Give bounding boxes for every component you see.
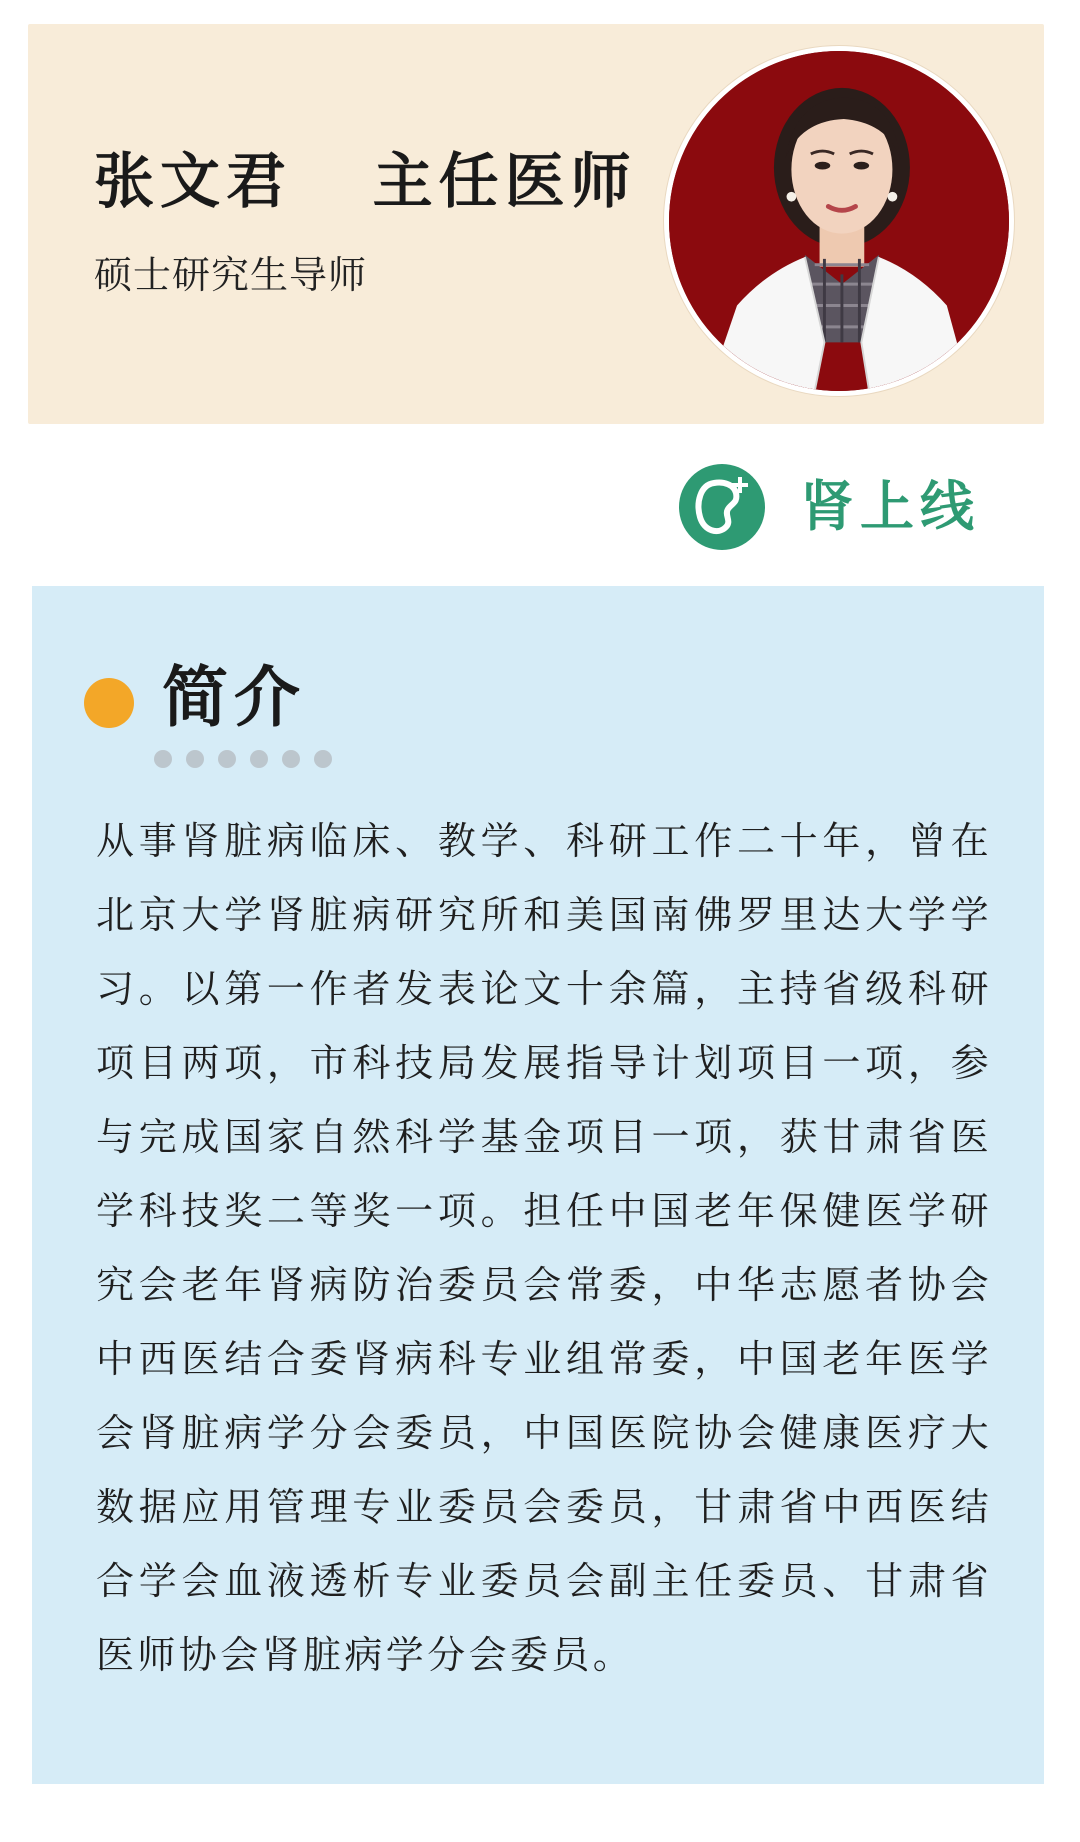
brand-name: 肾上线 [800, 475, 980, 538]
dot-icon [218, 750, 236, 768]
bio-paragraph: 从事肾脏病临床、教学、科研工作二十年，曾在北京大学肾脏病研究所和美国南佛罗里达大学学习。以第一作者发表论文十余篇，主持省级科研项目两项，市科技局发展指导计划项目一项，参与完成国家自然科学基金项目一项，获甘肃省医学科技奖二等奖一项。担任中国老年保健医学研究会老年肾病防治委员会常委，中华志愿者协会中西医结合委肾病科专业组常委，中国老年医学会肾脏病学分会委员，中国医院协会健康医疗大数据应用管理专业委员会委员，甘肃省中西医结合学会血液透析专业委员会副主任委员、甘肃省医师协会肾脏病学分会委员。 [96, 819, 992, 1677]
section-heading: 简介 [162, 658, 306, 736]
kidney-plus-logo-icon [678, 463, 766, 551]
profile-header [28, 24, 1044, 424]
section-bullet-icon [84, 678, 134, 728]
dot-icon [250, 750, 268, 768]
dot-icon [314, 750, 332, 768]
doctor-name-title: 张文君 主任医师 [94, 147, 637, 217]
intro-section [32, 586, 1044, 1784]
portrait-illustration [669, 51, 1009, 391]
dot-icon [154, 750, 172, 768]
dot-icon [282, 750, 300, 768]
doctor-subtitle: 硕士研究生导师 [94, 253, 368, 297]
dot-icon [186, 750, 204, 768]
brand-row [678, 462, 980, 552]
doctor-portrait [664, 46, 1014, 396]
decorative-dots [154, 750, 332, 768]
